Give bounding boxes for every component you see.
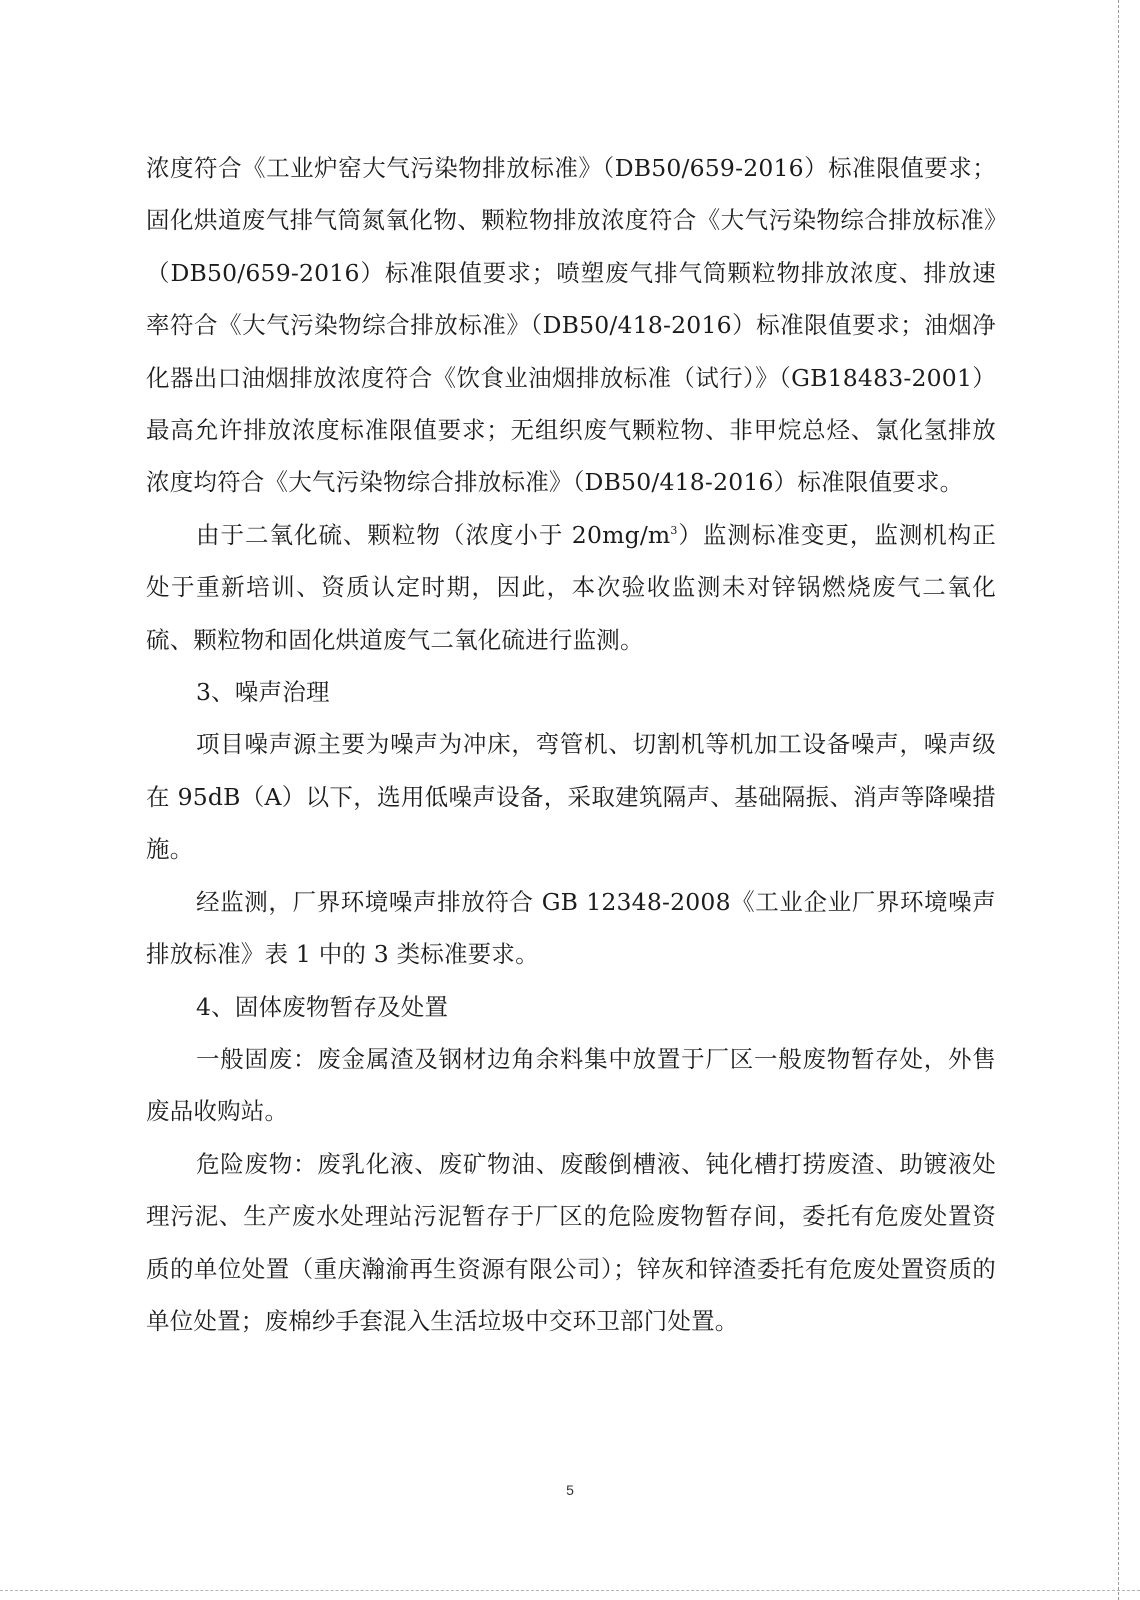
scan-edge-right [1118,0,1119,1600]
paragraph-general-waste: 一般固废：废金属渣及钢材边角余料集中放置于厂区一般废物暂存处，外售废品收购站。 [146,1044,996,1126]
section-heading-noise: 3、噪声治理 [196,678,330,707]
section-heading-solid-waste: 4、固体废物暂存及处置 [196,992,449,1021]
cubic-superscript: 3 [670,523,678,537]
monitoring-note-text-1: 由于二氧化硫、颗粒物（浓度小于 20mg/m [196,520,671,549]
paragraph-monitoring-note [146,509,996,666]
paragraph-air-emissions: 浓度符合《工业炉窑大气污染物排放标准》（DB50/659-2016）标准限值要求；固化烘道废气排气筒氮氧化物、颗粒物排放浓度符合《大气污染物综合排放标准》（DB50/659-2016）标准限值要求；喷塑废气排气筒颗粒物排放浓度、排放速率符合《大气污染物综合排放标准》（DB50/418-2016）标准限值要求；油烟净化器出口油烟排放浓度符合《饮食业油烟排放标准（试行）》（GB18483-2001）最高允许排放浓度标准限值要求；无组织废气颗粒物、非甲烷总烃、氯化氢排放浓度均符合《大气污染物综合排放标准》（DB50/418-2016）标准限值要求。 [146,154,996,497]
monitoring-note-text-2: ）监测标准变更，监测机构正处于重新培训、资质认定时期，因此，本次验收监测未对锌锅燃烧废气二氧化硫、颗粒物和固化烘道废气二氧化硫进行监测。 [146,520,996,654]
document-body [146,142,996,1347]
scan-edge-bottom [0,1590,1140,1591]
paragraph-noise-result: 经监测，厂界环境噪声排放符合 GB 12348-2008《工业企业厂界环境噪声排放标准》表 1 中的 3 类标准要求。 [146,887,996,969]
paragraph-hazardous-waste: 危险废物：废乳化液、废矿物油、废酸倒槽液、钝化槽打捞废渣、助镀液处理污泥、生产废水处理站污泥暂存于厂区的危险废物暂存间，委托有危废处置资质的单位处置（重庆瀚渝再生资源有限公司）；锌灰和锌渣委托有危废处置资质的单位处置；废棉纱手套混入生活垃圾中交环卫部门处置。 [146,1149,996,1335]
page-number: 5 [566,1482,574,1498]
paragraph-noise-sources: 项目噪声源主要为噪声为冲床，弯管机、切割机等机加工设备噪声，噪声级在 95dB（A）以下，选用低噪声设备，采取建筑隔声、基础隔振、消声等降噪措施。 [146,730,996,864]
